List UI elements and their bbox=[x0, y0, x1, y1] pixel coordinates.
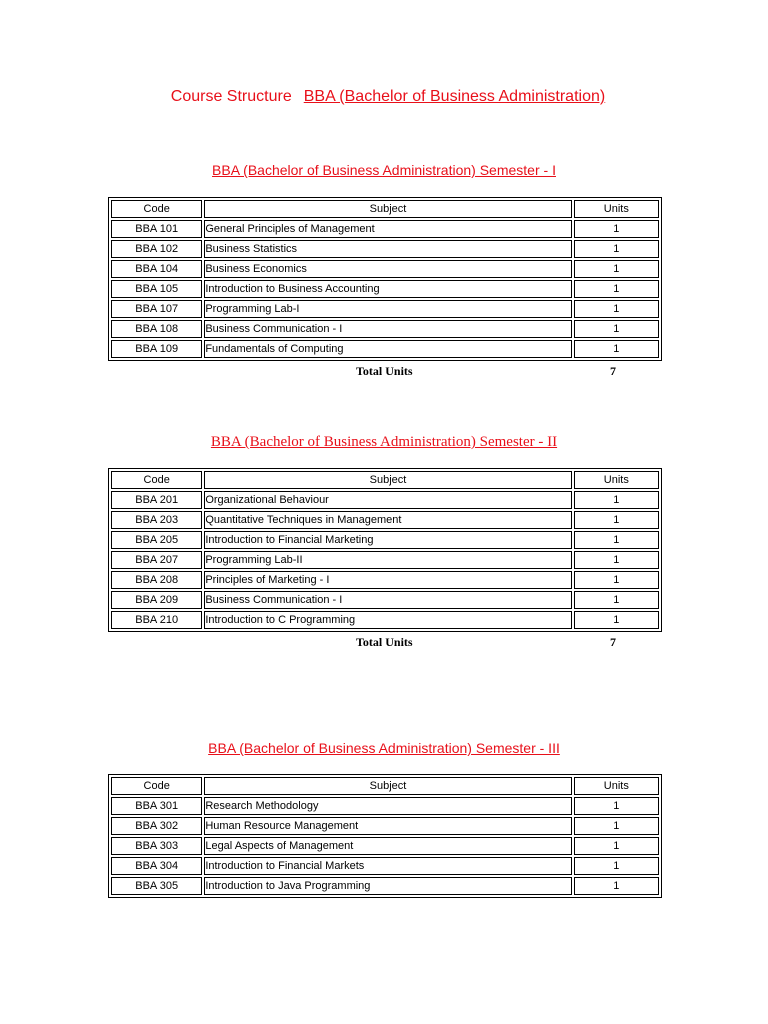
course-subject: Programming Lab-II bbox=[204, 551, 571, 569]
page-title bbox=[0, 88, 768, 106]
table-row bbox=[111, 220, 659, 238]
course-code: BBA 104 bbox=[111, 260, 202, 278]
course-subject: Fundamentals of Computing bbox=[204, 340, 571, 358]
semester-1-heading: BBA (Bachelor of Business Administration) Semester - I bbox=[212, 162, 556, 178]
course-units: 1 bbox=[574, 220, 659, 238]
course-units: 1 bbox=[574, 551, 659, 569]
course-code: BBA 208 bbox=[111, 571, 202, 589]
table-row bbox=[111, 837, 659, 855]
course-subject: Introduction to Financial Marketing bbox=[204, 531, 571, 549]
course-code: BBA 105 bbox=[111, 280, 202, 298]
course-code: BBA 207 bbox=[111, 551, 202, 569]
course-code: BBA 304 bbox=[111, 857, 202, 875]
table-row bbox=[111, 817, 659, 835]
course-subject: Business Communication - I bbox=[204, 591, 571, 609]
table-row bbox=[111, 240, 659, 258]
course-code: BBA 303 bbox=[111, 837, 202, 855]
course-units: 1 bbox=[574, 611, 659, 629]
column-header-code: Code bbox=[111, 777, 202, 795]
table-row bbox=[111, 340, 659, 358]
course-subject: Human Resource Management bbox=[204, 817, 571, 835]
column-header-subject: Subject bbox=[204, 200, 571, 218]
course-units: 1 bbox=[574, 817, 659, 835]
course-subject: Research Methodology bbox=[204, 797, 571, 815]
page-title-program: BBA (Bachelor of Business Administration) bbox=[303, 88, 606, 105]
course-units: 1 bbox=[574, 340, 659, 358]
table-row bbox=[111, 320, 659, 338]
course-subject: Business Statistics bbox=[204, 240, 571, 258]
course-subject: Business Economics bbox=[204, 260, 571, 278]
course-units: 1 bbox=[574, 491, 659, 509]
course-code: BBA 108 bbox=[111, 320, 202, 338]
table-row bbox=[111, 551, 659, 569]
table-row bbox=[111, 300, 659, 318]
table-row bbox=[111, 511, 659, 529]
course-subject: Introduction to Java Programming bbox=[204, 877, 571, 895]
course-units: 1 bbox=[574, 300, 659, 318]
course-units: 1 bbox=[574, 280, 659, 298]
semester-1-total-label: Total Units bbox=[356, 364, 413, 378]
course-code: BBA 305 bbox=[111, 877, 202, 895]
course-code: BBA 210 bbox=[111, 611, 202, 629]
course-units: 1 bbox=[574, 837, 659, 855]
table-row bbox=[111, 591, 659, 609]
course-units: 1 bbox=[574, 320, 659, 338]
course-units: 1 bbox=[574, 260, 659, 278]
course-units: 1 bbox=[574, 591, 659, 609]
page-title-prefix: Course Structure bbox=[170, 88, 292, 105]
course-units: 1 bbox=[574, 531, 659, 549]
course-units: 1 bbox=[574, 797, 659, 815]
semester-2-heading: BBA (Bachelor of Business Administration) Semester - II bbox=[210, 434, 558, 450]
course-code: BBA 107 bbox=[111, 300, 202, 318]
course-code: BBA 302 bbox=[111, 817, 202, 835]
column-header-units: Units bbox=[574, 471, 659, 489]
semester-3-heading: BBA (Bachelor of Business Administration) Semester - III bbox=[208, 740, 560, 756]
course-code: BBA 205 bbox=[111, 531, 202, 549]
table-row bbox=[111, 571, 659, 589]
course-units: 1 bbox=[574, 511, 659, 529]
semester-2-total-value: 7 bbox=[610, 635, 616, 649]
course-subject: General Principles of Management bbox=[204, 220, 571, 238]
table-row bbox=[111, 491, 659, 509]
course-subject: Organizational Behaviour bbox=[204, 491, 571, 509]
course-code: BBA 209 bbox=[111, 591, 202, 609]
column-header-subject: Subject bbox=[204, 471, 571, 489]
table-row bbox=[111, 797, 659, 815]
course-subject: Introduction to Financial Markets bbox=[204, 857, 571, 875]
course-code: BBA 109 bbox=[111, 340, 202, 358]
course-code: BBA 203 bbox=[111, 511, 202, 529]
semester-2-total-label: Total Units bbox=[356, 635, 413, 649]
course-code: BBA 101 bbox=[111, 220, 202, 238]
course-subject: Introduction to C Programming bbox=[204, 611, 571, 629]
table-row bbox=[111, 857, 659, 875]
course-subject: Programming Lab-I bbox=[204, 300, 571, 318]
course-code: BBA 102 bbox=[111, 240, 202, 258]
table-row bbox=[111, 877, 659, 895]
semester-1-total-value: 7 bbox=[610, 364, 616, 378]
course-subject: Principles of Marketing - I bbox=[204, 571, 571, 589]
course-units: 1 bbox=[574, 857, 659, 875]
column-header-code: Code bbox=[111, 471, 202, 489]
table-header-row bbox=[111, 777, 659, 795]
table-header-row bbox=[111, 200, 659, 218]
table-header-row bbox=[111, 471, 659, 489]
course-units: 1 bbox=[574, 877, 659, 895]
course-subject: Quantitative Techniques in Management bbox=[204, 511, 571, 529]
column-header-units: Units bbox=[574, 777, 659, 795]
semester-1-table bbox=[108, 197, 662, 361]
course-subject: Business Communication - I bbox=[204, 320, 571, 338]
course-subject: Introduction to Business Accounting bbox=[204, 280, 571, 298]
semester-2-table bbox=[108, 468, 662, 632]
table-row bbox=[111, 611, 659, 629]
table-row bbox=[111, 260, 659, 278]
course-code: BBA 301 bbox=[111, 797, 202, 815]
table-row bbox=[111, 280, 659, 298]
column-header-subject: Subject bbox=[204, 777, 571, 795]
table-row bbox=[111, 531, 659, 549]
course-code: BBA 201 bbox=[111, 491, 202, 509]
column-header-units: Units bbox=[574, 200, 659, 218]
column-header-code: Code bbox=[111, 200, 202, 218]
course-units: 1 bbox=[574, 240, 659, 258]
course-units: 1 bbox=[574, 571, 659, 589]
course-subject: Legal Aspects of Management bbox=[204, 837, 571, 855]
semester-3-table bbox=[108, 774, 662, 898]
